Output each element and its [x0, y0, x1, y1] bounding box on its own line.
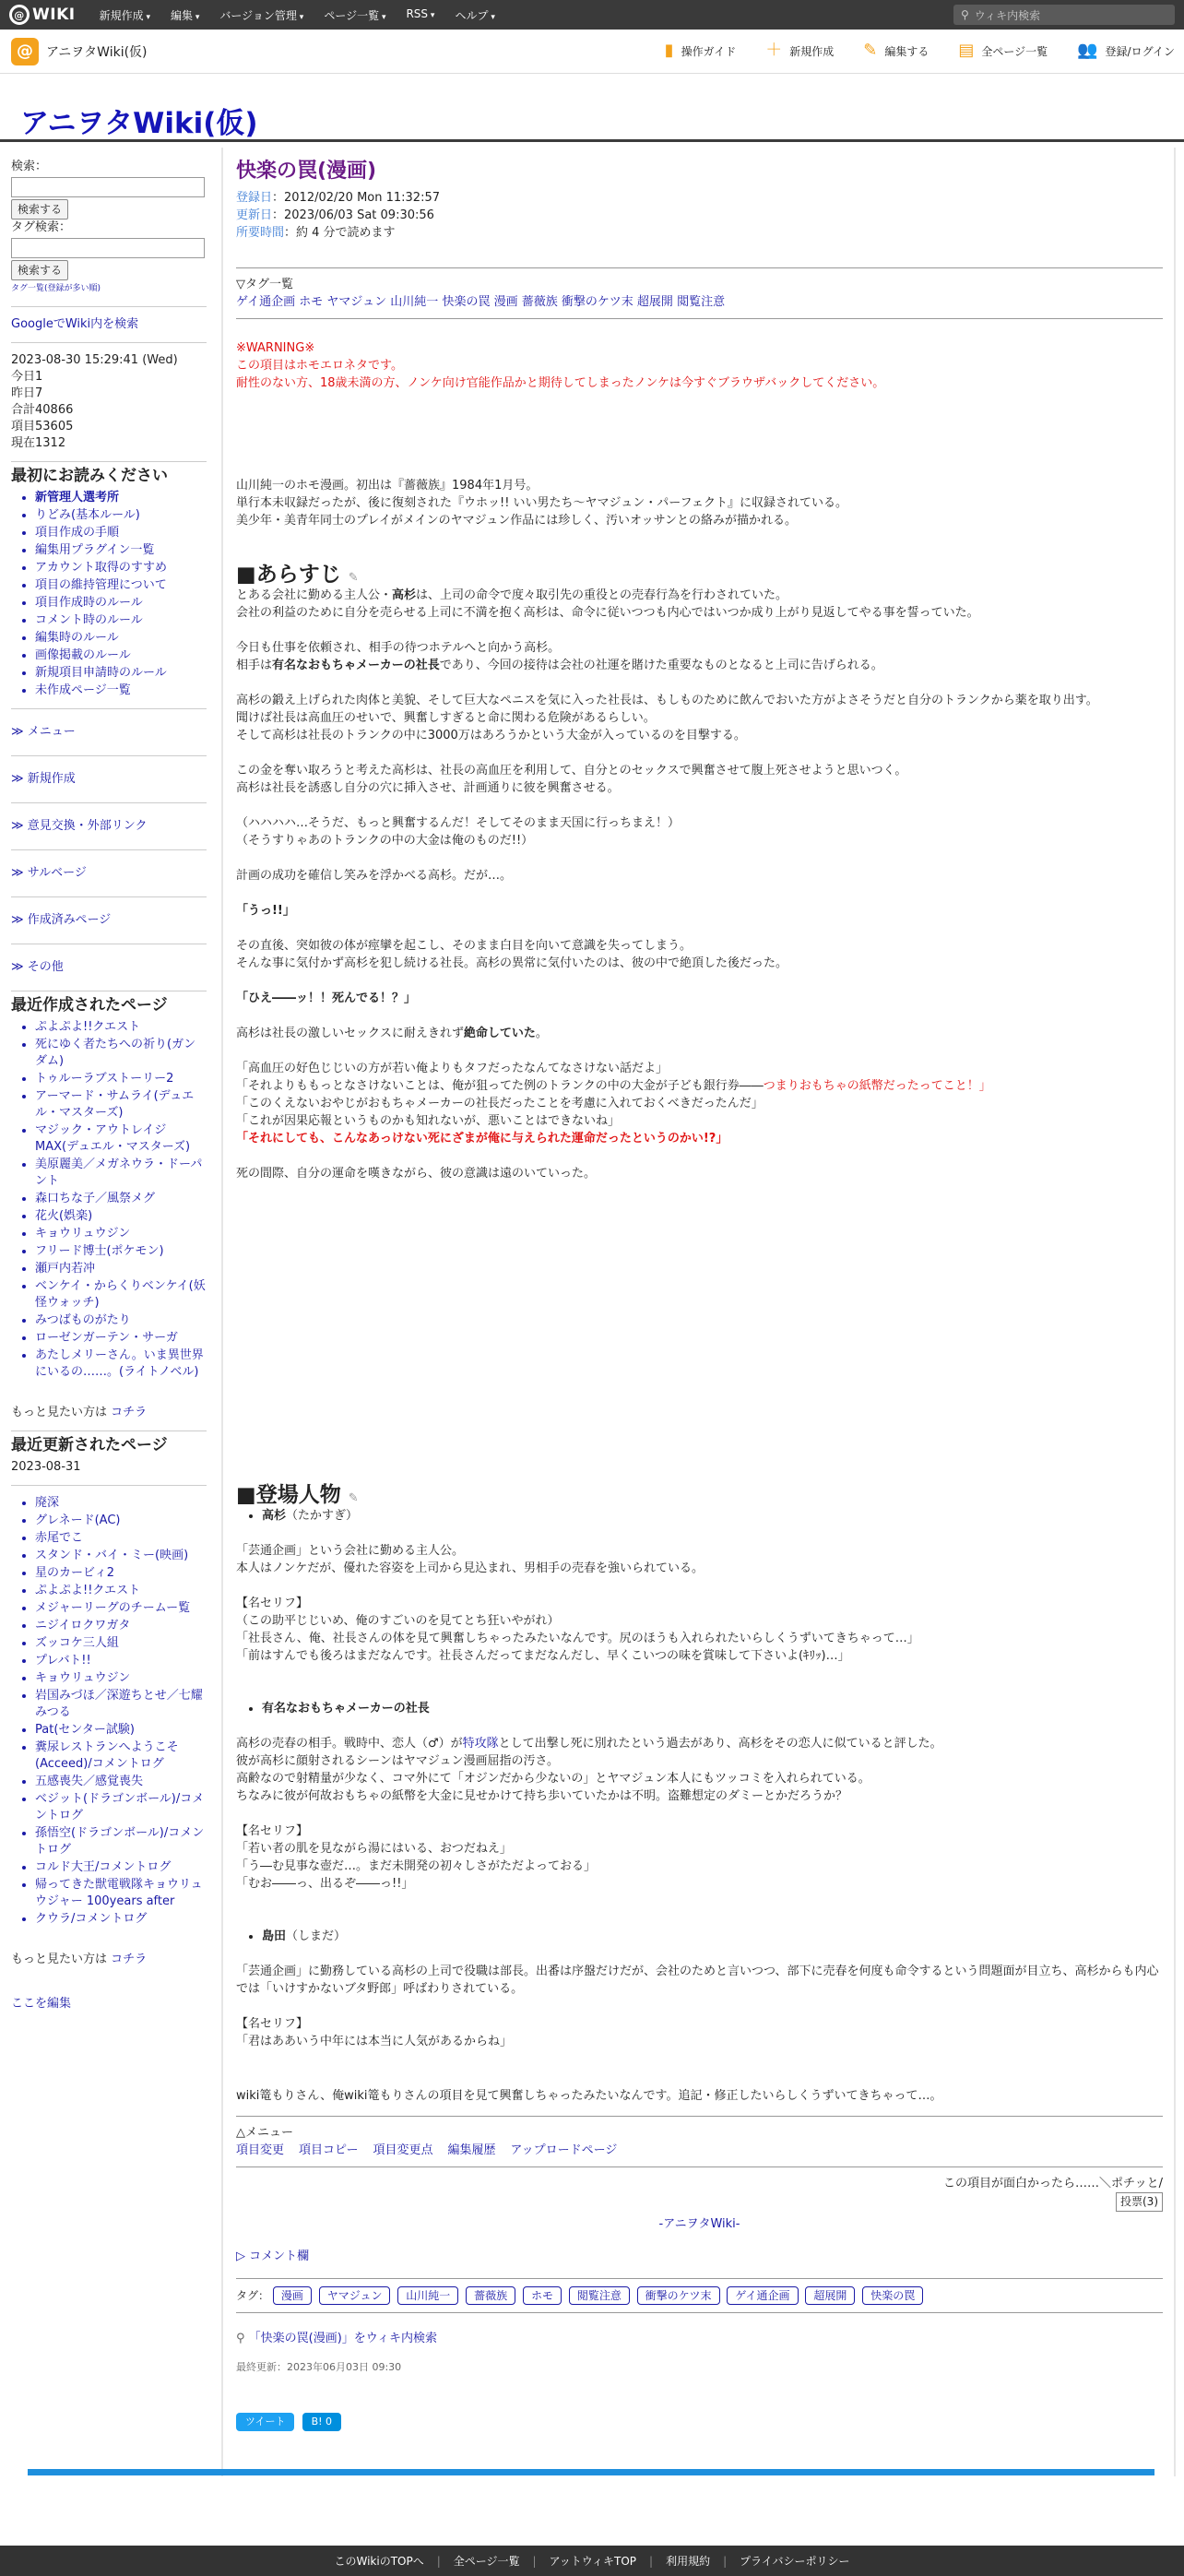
wiki-search-link[interactable]	[236, 2330, 1163, 2347]
tag-chip[interactable]: 衝撃のケツ末	[637, 2286, 720, 2305]
more-updated	[11, 1952, 207, 1968]
list-item[interactable]: • 孫悟空(ドラゴンボール)/コメントログ	[35, 1825, 207, 1858]
tag-link[interactable]: ホモ	[299, 295, 324, 309]
edit-button[interactable]	[863, 42, 929, 59]
tag-chip[interactable]: 超展開	[805, 2286, 855, 2305]
characters-heading	[236, 1483, 1163, 1507]
synopsis-line: 「それにしても、こんなあっけない死にざまが俺に与えられた運命だったというのかい!?」	[236, 1132, 728, 1146]
comment-link[interactable]: ▷ コメント欄	[236, 2250, 310, 2263]
pencil-icon[interactable]: ✎	[348, 571, 359, 585]
tag-chip[interactable]: 薔薇族	[466, 2286, 515, 2305]
registered-label: 登録日	[236, 191, 273, 205]
more-prefix: もっと見たい方は	[11, 1406, 108, 1419]
list-item[interactable]: • コルド大王/コメントログ	[35, 1859, 207, 1876]
menu-pages[interactable]: ページ一覧 ▾	[324, 7, 385, 23]
first-read-list	[35, 490, 207, 699]
list-item[interactable]: • アカウント取得のすすめ	[35, 560, 207, 576]
list-item[interactable]: • ベジット(ドラゴンボール)/コメントログ	[35, 1791, 207, 1824]
character-name: 高杉	[262, 1509, 287, 1523]
list-item[interactable]: • コメント時のルール	[35, 612, 207, 629]
synopsis-line: 「これが因果応報というものかも知れないが、悪いことはできないね」	[236, 1114, 621, 1128]
list-item[interactable]: • 新規項目申請時のルール	[35, 665, 207, 682]
menu-help[interactable]: ヘルプ ▾	[455, 7, 494, 23]
synopsis-line: 聞けば社長は高血圧のせいで、興奮しすぎると命に関わる危険があるらしい。	[236, 711, 656, 725]
sidebar-search-button[interactable]: 検索する	[11, 199, 68, 220]
closing-text: wiki篭もりさん、俺wiki篭もりさんの項目を見て興奮しちゃったみたいなんです。追記・修正したいらしくうずいてきちゃって…。	[236, 2089, 942, 2103]
list-item[interactable]: • Pat(センター試験)	[35, 1722, 207, 1739]
quotes-label: 【名セリフ】	[236, 1597, 309, 1610]
main-content	[221, 148, 1176, 2476]
plus-icon: ＋	[765, 41, 783, 60]
synopsis-line: その直後、突如彼の体が痙攣を起こし、そのまま白目を向いて意識を失ってしまう。	[236, 939, 693, 953]
page-copy-link[interactable]: 項目コピー	[299, 2143, 359, 2157]
menu-edit[interactable]: 編集 ▾	[171, 7, 199, 23]
section-links[interactable]: ≫ 意見交換・外部リンク	[11, 819, 148, 833]
tag-chip[interactable]: ヤマジュン	[319, 2286, 391, 2305]
site-logo[interactable]	[11, 38, 148, 65]
synopsis-line: 高杉の鍛え上げられた肉体と美貌、そして巨大なペニスを気に入った社長は、もしものために飲んでおいた方がよさそうだと自分のトランクから薬を取り出す。	[236, 694, 1098, 707]
synopsis-line: 「高血圧の好色じじいの方が若い俺よりもタフだったなんてなさけない話だよ」	[236, 1062, 669, 1075]
top-search-input[interactable]	[953, 5, 1175, 25]
poll-text: この項目が面白かったら……＼ポチッと/	[943, 2177, 1163, 2190]
quote-line: 「君はああいう中年には本当に人気があるからね」	[236, 2035, 513, 2048]
user-plus-icon: 👥	[1077, 41, 1098, 60]
list-item[interactable]: • メジャーリーグのチームー覧	[35, 1600, 207, 1617]
tag-link[interactable]: 快楽の罠	[442, 295, 491, 309]
intro-line: 山川純一のホモ漫画。初出は『薔薇族』1984年1月号。	[236, 479, 539, 493]
section-other[interactable]: ≫ その他	[11, 960, 64, 974]
stat-items: 項目53605	[11, 420, 74, 433]
list-item[interactable]: • キョウリュウジン	[35, 1670, 207, 1687]
quotes-label: 【名セリフ】	[236, 2017, 309, 2031]
tag-link[interactable]: 衝撃のケツ末	[561, 295, 633, 309]
search-icon: ⚲	[236, 2332, 249, 2345]
synopsis-line: 死の間際、自分の運命を嘆きながら、彼の意識は遠のいていった。	[236, 1167, 597, 1181]
top-bar	[0, 0, 1184, 30]
new-page-button[interactable]	[765, 42, 834, 59]
list-item[interactable]: • ベンケイ・からくりベンケイ(妖怪ウォッチ)	[35, 1278, 207, 1312]
site-icon: @	[11, 38, 39, 65]
kamikaze-link[interactable]: 特攻隊	[462, 1737, 499, 1751]
synopsis-line: 「うっ!!」	[236, 904, 295, 918]
synopsis-line: 計画の成功を確信し笑みを浮かべる高杉。だが…。	[236, 869, 513, 883]
search-placeholder: ウィキ内検索	[974, 8, 1041, 22]
synopsis-line: そして高杉は社長のトランクの中に3000万はあろうかという大金が入っているのを目撃する。	[236, 729, 746, 742]
list-item[interactable]: • 森口ちな子／風祭メグ	[35, 1191, 207, 1207]
bottom-tags	[236, 2286, 1163, 2305]
warning-heading: ※WARNING※	[236, 341, 315, 355]
list-item[interactable]: • グレネード(AC)	[35, 1513, 207, 1529]
site-header	[0, 74, 1184, 142]
search-icon: ⚲	[961, 8, 969, 21]
list-item[interactable]: • ズッコケ三人組	[35, 1635, 207, 1652]
list-item[interactable]: • ぷよぷよ!!クエスト	[35, 1583, 207, 1599]
tags-label: ▽タグ一覧	[236, 278, 293, 291]
registered-value: ：2012/02/20 Mon 11:32:57	[272, 191, 441, 205]
sidebar-search-input[interactable]	[11, 177, 205, 197]
recent-updated-title: 最近更新されたページ	[11, 1430, 207, 1454]
tag-link[interactable]: 閲覧注意	[677, 295, 726, 309]
list-item[interactable]: • 瀬戸内若冲	[35, 1261, 207, 1277]
list-item[interactable]: • 花火(娯楽)	[35, 1208, 207, 1225]
tag-links	[236, 293, 1163, 311]
tool-links	[665, 42, 1175, 59]
character-reading: （たかすぎ）	[286, 1509, 359, 1523]
list-item[interactable]: • 廃深	[35, 1495, 207, 1512]
brand-text: WIKI	[32, 6, 76, 24]
tag-link[interactable]: ゲイ通企画	[236, 295, 296, 309]
list-item[interactable]: • みつばものがたり	[35, 1312, 207, 1329]
list-item[interactable]: • 五感喪失／感覚喪失	[35, 1774, 207, 1790]
list-item[interactable]: • クウラ/コメントログ	[35, 1911, 207, 1928]
character-reading: （しまだ）	[286, 1929, 347, 1943]
synopsis-line: この金を奪い取ろうと考えた高杉は、社長の高血圧を利用して、自分とのセックスで興奮させて腹上死させようと思いつく。	[236, 764, 907, 778]
character-name: 島田	[262, 1929, 287, 1943]
footer-terms-link[interactable]: 利用規約	[666, 2555, 711, 2568]
last-updated: 最終更新：2023年06月03日 09:30	[236, 2361, 402, 2373]
warning-line: 耐性のない方、18歳未満の方、ノンケ向け官能作品かと期待してしまったノンケは今すぐブラウザバックしてください。	[236, 376, 885, 390]
book-icon: ▮	[664, 41, 674, 60]
list-item[interactable]: • アーマード・サムライ(デュエル・マスターズ)	[35, 1088, 207, 1122]
footer-accent-bar	[28, 2469, 1154, 2475]
list-item[interactable]: • ニジイロクワガタ	[35, 1618, 207, 1634]
section-menu[interactable]: ≫ メニュー	[11, 725, 76, 739]
quotes-label: 【名セリフ】	[236, 1824, 309, 1838]
list-item[interactable]: • キョウリュウジン	[35, 1226, 207, 1242]
list-item[interactable]: • 項目作成時のルール	[35, 595, 207, 611]
site-name: アニヲタWiki(仮)	[46, 44, 148, 60]
updated-value: ：2023/06/03 Sat 09:30:56	[272, 208, 434, 222]
sidebar-datetime: 2023-08-30 15:29:41 (Wed)	[11, 353, 178, 367]
character-desc: 高齢なので射精量が少なく、コマ外にて「オジンだから少ないの」とヤマジュン本人にもツッコミを入れられている。	[236, 1772, 870, 1786]
menu-version[interactable]: バージョン管理 ▾	[219, 7, 303, 23]
page-diff-link[interactable]: 項目変更点	[373, 2143, 433, 2157]
tag-chip[interactable]: 漫画	[273, 2286, 312, 2305]
list-item[interactable]: • マジック・アウトレイジMAX(デュエル・マスターズ)	[35, 1122, 207, 1156]
synopsis-title: ■あらすじ	[236, 563, 341, 587]
tag-link[interactable]: 山川純一	[390, 295, 439, 309]
footer-atwiki-link[interactable]: アットウィキTOP	[549, 2555, 637, 2568]
quote-line: 「う―む見事な壺だ…。まだ未開発の初々しさがただよっておる」	[236, 1859, 597, 1873]
sub-bar	[0, 30, 1184, 74]
more2-prefix: もっと見たい方は	[11, 1953, 108, 1966]
page-menu-links	[236, 2142, 1163, 2159]
character-desc: 彼が高杉に顔射されるシーンはヤマジュン漫画屈指の汚さ。	[236, 1754, 559, 1768]
at-icon: @	[9, 5, 30, 25]
list-item[interactable]: • スタンド・バイ・ミー(映画)	[35, 1548, 207, 1564]
synopsis-line: 今日も仕事を依頼され、相手の待つホテルへと向かう高杉。	[236, 641, 561, 655]
section-new[interactable]: ≫ 新規作成	[11, 772, 76, 786]
tag-link[interactable]: 超展開	[636, 295, 673, 309]
quote-line: 「前はすんでも後ろはまだなんです。社長さんだってまだなんだし、早くこいつの味を賞味して下さいよ(ｷﾘｯ)…」	[236, 1649, 850, 1663]
list-item[interactable]: • 編集時のルール	[35, 630, 207, 647]
login-button[interactable]	[1077, 42, 1175, 59]
synopsis-heading	[236, 563, 1163, 587]
synopsis-line: 会社の利益のために自分を売らせる上司に不満を抱く高杉は、命令に従いつつも内心ではいつか成り上がり見返してやる事を誓っていた。	[236, 606, 979, 620]
bottom-tags-label: タグ：	[236, 2289, 270, 2302]
top-menu	[100, 7, 495, 23]
character-desc: 本人はノンケだが、優れた容姿を上司から見込まれ、男相手の売春を強いられている。	[236, 1561, 704, 1575]
synopsis-line: （そうすりゃあのトランクの中の大金は俺のものだ!!）	[236, 834, 534, 848]
list-item[interactable]: • 編集用プラグイン一覧	[35, 542, 207, 559]
list-item[interactable]: • 美原麗美／メガネウラ・ドーパント	[35, 1157, 207, 1190]
readtime-value: ：約 4 分で読めます	[284, 226, 396, 240]
footer: このWikiのTOPへ | 全ページ一覧 | アットウィキTOP | 利用規約 | プライバシーポリシー	[0, 2546, 1184, 2576]
character-desc: 「芸通企画」という会社に勤める主人公。	[236, 1544, 465, 1558]
list-item[interactable]: • ぷよぷよ!!クエスト	[35, 1019, 207, 1036]
recent-updated-list	[35, 1495, 207, 1928]
recent-created-list	[35, 1019, 207, 1381]
page-history-link[interactable]: 編集履歴	[447, 2143, 496, 2157]
quote-line: 「若い者の肌を見ながら湯にはいる、おつだねえ」	[236, 1842, 512, 1856]
tag-search-button[interactable]: 検索する	[11, 260, 68, 280]
hatena-button[interactable]: B! 0	[302, 2413, 341, 2431]
list-item[interactable]: • 死にゆく者たちへの祈り(ガンダム)	[35, 1037, 207, 1070]
vote-button[interactable]: 投票(3)	[1116, 2192, 1163, 2212]
list-item[interactable]: • 糞尿レストランへようこそ(Acceed)/コメントログ	[35, 1739, 207, 1773]
tag-chip[interactable]: ゲイ通企画	[727, 2286, 798, 2305]
login-label: 登録/ログイン	[1105, 44, 1175, 58]
updated-label: 更新日	[236, 208, 273, 222]
intro-line: 単行本未収録だったが、後に復刻された『ウホッ!! いい男たち〜ヤマジュン・パーフェクト』に収録されている。	[236, 496, 847, 510]
tag-list-link[interactable]: タグ一覧(登録が多い順)	[11, 284, 101, 293]
upload-link[interactable]: アップロードページ	[510, 2143, 618, 2157]
list-item[interactable]: • りどみ(基本ルール)	[35, 507, 207, 524]
tag-link[interactable]: ヤマジュン	[326, 295, 387, 309]
character-name: 有名なおもちゃメーカーの社長	[262, 1702, 430, 1715]
list-item[interactable]: • 未作成ページ一覧	[35, 683, 207, 699]
character-desc: 「芸通企画」に勤務している高杉の上司で役職は部長。出番は序盤だけだが、会社のためと言いつつ、部下に売春を何度も命令するという問題面が目立ち、高杉からも内心では「いけすかないブタ野郎」呼ばわりされている。	[236, 1965, 1159, 1996]
list-item[interactable]: • 岩国みづほ／深遊ちとせ／七耀みつる	[35, 1688, 207, 1721]
footer-all-pages-link[interactable]: 全ページ一覧	[453, 2555, 520, 2568]
quote-line: 「むお――っ、出るぞ――っ!!」	[236, 1877, 414, 1891]
edit-label: 編集する	[884, 44, 929, 58]
stat-total: 合計40866	[11, 403, 74, 417]
pencil-icon[interactable]: ✎	[348, 1491, 359, 1505]
list-item[interactable]: • 項目の維持管理について	[35, 577, 207, 594]
share-buttons	[236, 2413, 1163, 2431]
article: 快楽の罠(漫画) 登録日：2012/02/20 Mon 11:32:57 更新日：2023/06/03 Sat 09:30:56 所要時間：約 4 分で読めます ▽タグ一覧 ゲイ通企画 ホモ ヤマジュン 山川純一 快楽の罠 漫画 薔薇族 衝撃のケツ末 超展開 閲覧注意 ※WARNING※ この項目はホモエロネタです。 耐性のない方、18歳未満の方、ノンケ向け官能作品かと期待してしまったノンケは今すぐブラウザバックしてください。 山川純一のホモ漫画。初出は『薔薇族』1984年1月号。 単行本未収録だったが、後に復刻された『ウホッ!! いい男たち〜ヤマジュン・パーフェクト』に収録されている。 美少年・美青年同士のプレイがメインのヤマジュン作品には珍しく、汚いオッサンとの絡みが描かれる。 ■あらすじ ✎ とある会社に勤める主人公・高杉は、上司の命令で度々取引先の重役との売春行為を行わされていた。 会社の利益のために自分を売らせる上司に不満を抱く高杉は、命令に従いつつも内心ではいつか成り上がり見返してやる事を誓っていた。 今日も仕事を依頼され、相手の待つホテルへと向かう高杉。 相手は有名なおもちゃメーカーの社長であり、今回の接待は会社の社運を賭けた重要なものとなると上司に告げられる。 高杉の鍛え上げられた肉体と美貌、そして巨大なペニスを気に入った社長は、もしものために飲んでおいた方がよさそうだと自分のトランクから薬を取り出す。 聞けば社長は高血圧のせいで、興奮しすぎると命に関わる危険があるらしい。 そして高杉は社長のトランクの中に3000万はあろうかという大金が入っているのを目撃する。 この金を奪い取ろうと考えた高杉は、社長の高血圧を利用して、自分とのセックスで興奮させて腹上死させようと思いつく。 高杉は社長を誘惑し自分の穴に挿入させ、計画通りに彼を興奮させる。 （ハハハハ…そうだ、もっと興奮するんだ！そしてそのまま天国に行っちまえ！） （そうすりゃあのトランクの中の大金は俺のものだ!!） 計画の成功を確信し笑みを浮かべる高杉。だが…。 「うっ!!」 その直後、突如彼の体が痙攣を起こし、そのまま白目を向いて意識を失ってしまう。 そんな事に気付かず高杉を犯し続ける社長。高杉の異常に気付いたのは、彼の中で絶頂した後だった。 「ひえ――ッ！！死んでる！？」 高杉は社長の激しいセックスに耐えきれず絶命していた。 「高血圧の好色じじいの方が若い俺よりもタフだったなんてなさけない話だよ」 「それよりももっとなさけないことは、俺が狙ってた例のトランクの中の大金が子ども銀行券――つまりおもちゃの紙幣だったってこと！」 「このくえないおやじがおもちゃメーカーの社長だったことを考慮に入れておくべきだったんだ」 「これが因果応報というものかも知れないが、悪いことはできないね」 「それにしても、こんなあっけない死にざまが俺に与えられた運命だったというのかい!?」 死の間際、自分の運命を嘆きながら、彼の意識は遠のいていった。 ■登場人物 ✎ • 高杉（たかすぎ） 「芸通企画」という会社に勤める主人公。 本人はノンケだが、優れた容姿を上司から見込まれ、男相手の売春を強いられている。 【名セリフ】 （この助平じじいめ、俺のすごいのを見てとち狂いやがれ） 「社長さん、俺、社長さんの体を見て興奮しちゃったみたいなんです。尻のほうも入れられたいらしくうずいてきちゃって…」 「前はすんでも後ろはまだなんです。社長さんだってまだなんだし、早くこいつの味を賞味して下さいよ(ｷﾘｯ)…」 • 有名なおもちゃメーカーの社長 高杉の売春の相手。戦時中、恋人（♂）が特攻隊として出撃し死に別れたという過去があり、高杉をその恋人に似ていると評した。 彼が高杉に顔射されるシーンはヤマジュン漫画屈指の汚さ。 高齢なので射精量が少なく、コマ外にて「オジンだから少ないの」とヤマジュン本人にもツッコミを入れられている。 ちなみに彼が何故おもちゃの紙幣を大金に見せかけて持ち歩いていたかは不明。盗難想定のダミーとかだろうか？ 【名セリフ】 「若い者の肌を見ながら湯にはいる、おつだねえ」 「う―む見事な壺だ…。まだ未開発の初々しさがただよっておる」 「むお――っ、出るぞ――っ!!」 • 島田（しまだ） 「芸通企画」に勤務している高杉の上司で役職は部長。出番は序盤だけだが、会社のためと言いつつ、部下に売春を何度も命令するという問題面が目立ち、高杉からも内心では「いけすかないブタ野郎」呼ばわりされている。 【名セリフ】 「君はああいう中年には本当に人気があるからね」 wiki篭もりさん、俺wiki篭もりさんの項目を見て興奮しちゃったみたいなんです。追記・修正したいらしくうずいてきちゃって…。 △メニュー 項目変更 項目コピー 項目変更点 編集履歴 アップロードページ この項目が面白かったら……＼ポチッと/ 投票(3) -アニヲタWiki- ▷ コメント欄 タグ： 漫画 ヤマジュン 山川純一 薔薇族 ホモ 閲覧注意 衝撃のケツ末 ゲイ通企画 超展開 快楽の罠 ⚲ 「快楽の罠(漫画)」をウィキ内検索 最終更新：2023年06月03日 09:30 ツイート B! 0	[236, 162, 1163, 2431]
tag-chip[interactable]: ホモ	[523, 2286, 562, 2305]
characters-title: ■登場人物	[236, 1483, 341, 1507]
list-item[interactable]: • 赤尾でこ	[35, 1530, 207, 1547]
edit-sidebar-link[interactable]: ここを編集	[11, 1997, 72, 2011]
page-edit-link[interactable]: 項目変更	[236, 2143, 285, 2157]
all-pages-button[interactable]	[958, 42, 1048, 59]
tag-search-input[interactable]	[11, 238, 205, 258]
synopsis-line: 「ひえ――ッ！！死んでる！？」	[236, 991, 417, 1005]
tag-chip[interactable]: 山川純一	[397, 2286, 458, 2305]
synopsis-line: 「このくえないおやじがおもちゃメーカーの社長だったことを考慮に入れておくべきだったんだ」	[236, 1097, 764, 1110]
menu-new[interactable]: 新規作成 ▾	[100, 7, 150, 23]
section-created[interactable]: ≫ 作成済みページ	[11, 913, 112, 927]
quote-line: （この助平じじいめ、俺のすごいのを見てとち狂いやがれ）	[236, 1614, 560, 1628]
wiki-search-label: 「快楽の罠(漫画)」をウィキ内検索	[248, 2332, 438, 2345]
tweet-button[interactable]: ツイート	[236, 2413, 294, 2431]
site-title[interactable]: アニヲタWiki(仮)	[20, 107, 258, 140]
menu-label: △メニュー	[236, 2126, 293, 2140]
first-read-title: 最初にお読みください	[11, 461, 207, 484]
list-item[interactable]: • 星のカービィ2	[35, 1565, 207, 1582]
page-title: 快楽の罠(漫画)	[236, 160, 377, 183]
readtime-label: 所要時間	[236, 226, 285, 240]
more-created-link[interactable]: コチラ	[111, 1406, 148, 1419]
quote-line: 「社長さん、俺、社長さんの体を見て興奮しちゃったみたいなんです。尻のほうも入れられたいらしくうずいてきちゃって…」	[236, 1632, 919, 1645]
menu-rss[interactable]: RSS ▾	[406, 7, 434, 23]
tag-chip[interactable]: 閲覧注意	[569, 2286, 630, 2305]
tag-link[interactable]: 漫画	[493, 295, 518, 309]
list-item[interactable]: • プレバト!!	[35, 1653, 207, 1669]
guide-label: 操作ガイド	[681, 44, 737, 58]
intro-line: 美少年・美青年同士のプレイがメインのヤマジュン作品には珍しく、汚いオッサンとの絡みが描かれる。	[236, 514, 798, 528]
synopsis-line: そんな事に気付かず高杉を犯し続ける社長。高杉の異常に気付いたのは、彼の中で絶頂した後だった。	[236, 956, 788, 970]
list-item[interactable]: • 項目作成の手順	[35, 525, 207, 541]
list-item[interactable]: • トゥルーラブストーリー2	[35, 1071, 207, 1087]
pencil-icon: ✎	[863, 41, 878, 60]
document-icon: ▤	[958, 41, 975, 60]
character-desc: ちなみに彼が何故おもちゃの紙幣を大金に見せかけて持ち歩いていたかは不明。盗難想定のダミーとかだろうか？	[236, 1789, 848, 1803]
stat-yesterday: 昨日7	[11, 386, 43, 400]
list-item[interactable]: • 新管理人選考所	[35, 490, 207, 506]
all-pages-label: 全ページ一覧	[981, 44, 1048, 58]
guide-button[interactable]	[665, 42, 737, 59]
page-meta	[236, 189, 1163, 242]
synopsis-line: 高杉は社長を誘惑し自分の穴に挿入させ、計画通りに彼を興奮させる。	[236, 781, 620, 795]
list-item[interactable]: • ローゼンガーテン・サーガ	[35, 1330, 207, 1347]
list-item[interactable]: • フリード博士(ポケモン)	[35, 1243, 207, 1260]
new-page-label: 新規作成	[789, 44, 835, 58]
tag-chip[interactable]: 快楽の罠	[862, 2286, 923, 2305]
list-item[interactable]: • 帰ってきた獣電戦隊キョウリュウジャー 100years after	[35, 1877, 207, 1910]
stat-today: 今日1	[11, 370, 43, 384]
synopsis-line: （ハハハハ…そうだ、もっと興奮するんだ！そしてそのまま天国に行っちまえ！）	[236, 816, 681, 830]
stat-current: 現在1312	[11, 436, 66, 450]
list-item[interactable]: • 画像掲載のルール	[35, 647, 207, 664]
list-item[interactable]: • あたしメリーさん。いま異世界にいるの……。(ライトノベル)	[35, 1347, 207, 1381]
sidebar	[11, 159, 207, 2012]
atwiki-logo[interactable]	[9, 5, 76, 25]
more-updated-link[interactable]: コチラ	[111, 1953, 148, 1966]
footer-privacy-link[interactable]: プライバシーポリシー	[740, 2555, 850, 2568]
footer-top-link[interactable]: このWikiのTOPへ	[334, 2555, 424, 2568]
google-search-link[interactable]: GoogleでWiki内を検索	[11, 317, 139, 331]
more-created	[11, 1405, 207, 1421]
site-credit[interactable]: -アニヲタWiki-	[658, 2217, 740, 2231]
tag-search-label: タグ検索：	[11, 220, 72, 234]
search-label: 検索：	[11, 160, 48, 173]
recent-updated-date: 2023-08-31	[11, 1460, 81, 1474]
tag-link[interactable]: 薔薇族	[521, 295, 558, 309]
section-salvage[interactable]: ≫ サルベージ	[11, 866, 87, 880]
warning-line: この項目はホモエロネタです。	[236, 359, 403, 373]
recent-created-title: 最近作成されたページ	[11, 991, 207, 1014]
